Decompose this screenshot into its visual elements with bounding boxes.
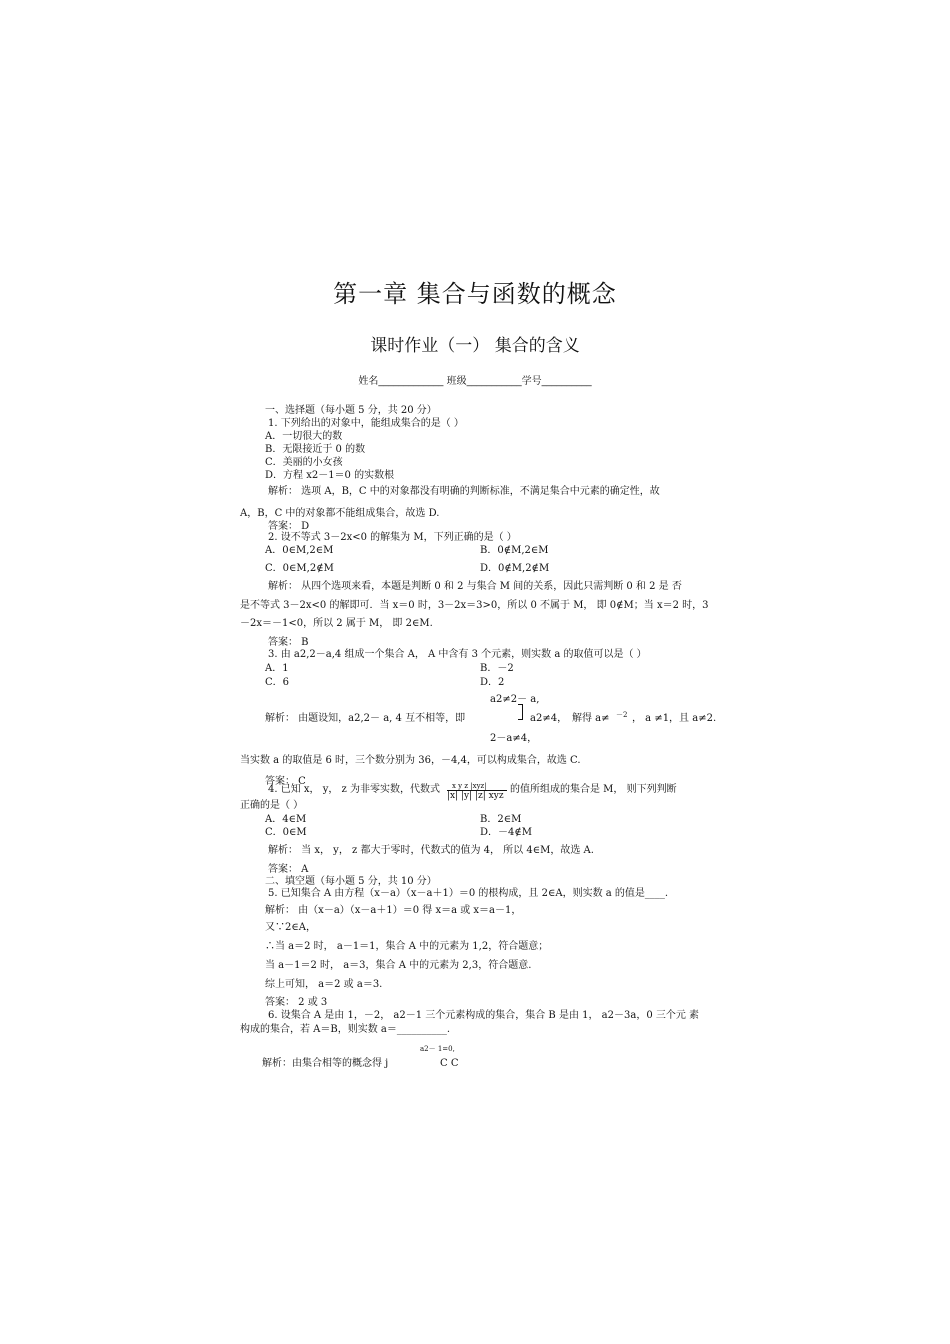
option-2d: D．0∉M,2∉M	[480, 563, 550, 574]
option-4a: A．4∈M	[265, 814, 307, 825]
analysis-3-main: 解析： 由题设知，a2,2－ a, 4 互不相等，即	[265, 713, 466, 724]
question-3: 3. 由 a2,2－a,4 组成一个集合 A， A 中含有 3 个元素，则实数 a 的取值可以是（ ）	[268, 649, 647, 660]
chapter-title: 第一章 集合与函数的概念	[333, 280, 617, 308]
section-heading: 一、选择题（每小题 5 分，共 20 分）	[265, 405, 437, 416]
option-4b: B．2∈M	[480, 814, 522, 825]
analysis-6-main: 解析：由集合相等的概念得 j	[262, 1058, 389, 1069]
analysis-3-system-bottom: 2－a≠4，	[490, 733, 538, 744]
analysis-5-line3: ∴当 a＝2 时， a－1＝1，集合 A 中的元素为 1,2，符合题意；	[265, 941, 549, 952]
answer-2: 答案： B	[268, 637, 309, 648]
analysis-5-line4: 当 a－1＝2 时， a＝3，集合 A 中的元素为 2,3，符合题意.	[265, 960, 532, 971]
option-4d: D．－4∉M	[480, 827, 533, 838]
question-6-line1: 6. 设集合 A 是由 1，－2， a2－1 三个元素构成的集合，集合 B 是由 1， a2－3a，0 三个元 素	[268, 1010, 700, 1021]
analysis-5-line1: 解析： 由（x－a）（x－a＋1）＝0 得 x＝a 或 x＝a－1，	[265, 905, 522, 916]
analysis-3-system-mid: a2≠4，	[530, 713, 568, 724]
option-2a: A．0∈M,2∈M	[265, 545, 334, 556]
option-3b: B．－2	[480, 663, 514, 674]
system-bracket	[518, 704, 523, 720]
fraction-numerators: x y z |xyz|	[452, 782, 487, 790]
answer-5: 答案： 2 或 3	[265, 997, 328, 1008]
answer-3: 答案： C	[265, 776, 306, 787]
analysis-2-line1: 解析： 从四个选项来看，本题是判断 0 和 2 与集合 M 间的关系，因此只需判断 0 和 2 是 否	[268, 581, 682, 592]
analysis-6-cc: C C	[440, 1058, 459, 1069]
analysis-5-line5: 综上可知， a＝2 或 a＝3.	[265, 979, 383, 990]
option-2c: C．0∈M,2∉M	[265, 563, 334, 574]
analysis-1-line1: 解析： 选项 A，B，C 中的对象都没有明确的判断标准，不满足集合中元素的确定性，故	[268, 486, 660, 497]
option-3c: C．6	[265, 677, 290, 688]
question-1: 1. 下列给出的对象中，能组成集合的是（ ）	[268, 418, 464, 429]
option-3d: D．2	[480, 677, 505, 688]
option-1c: C．美丽的小女孩	[265, 457, 343, 468]
answer-4: 答案： A	[268, 864, 309, 875]
analysis-3-superscript: －2	[616, 711, 628, 719]
analysis-4: 解析： 当 x， y， z 都大于零时，代数式的值为 4， 所以 4∈M，故选 A.	[268, 845, 594, 856]
student-info-line: 姓名_____________ 班级___________学号__________	[358, 376, 592, 387]
option-1a: A．一切很大的数	[265, 431, 343, 442]
lesson-title: 课时作业（一） 集合的含义	[370, 336, 580, 356]
option-2b: B．0∉M,2∈M	[480, 545, 549, 556]
option-3a: A．1	[265, 663, 289, 674]
question-4-line2: 正确的是（ ）	[240, 800, 304, 811]
analysis-5-line2: 又∵2∈A，	[265, 922, 316, 933]
fraction-denominators: |x| |y| |z| xyz	[447, 791, 504, 801]
analysis-3-line2: 当实数 a 的取值是 6 时，三个数分别为 36，－4,4，可以构成集合，故选 C.	[240, 755, 581, 766]
analysis-3-system-top: a2≠2－ a,	[490, 694, 540, 705]
question-2: 2. 设不等式 3－2x<0 的解集为 M，下列正确的是（ ）	[268, 532, 517, 543]
analysis-2-line2: 是不等式 3－2x<0 的解即可．当 x＝0 时，3－2x＝3>0，所以 0 不属于 M， 即 0∉M；当 x＝2 时，3	[240, 600, 709, 611]
question-5: 5. 已知集合 A 由方程（x－a）（x－a＋1）＝0 的根构成，且 2∈A，则实数 a 的值是____.	[268, 888, 669, 899]
analysis-3-result: 解得 a≠	[572, 713, 610, 724]
analysis-3-result2: ， a ≠1，且 a≠2.	[632, 713, 717, 724]
question-6-line2: 构成的集合，若 A＝B，则实数 a＝__________.	[240, 1024, 451, 1035]
answer-1: 答案： D	[268, 521, 310, 532]
option-1d: D．方程 x2－1＝0 的实数根	[265, 470, 395, 481]
analysis-2-line3: －2x＝－1<0，所以 2 属于 M， 即 2∈M.	[240, 618, 433, 629]
analysis-1-line2: A，B，C 中的对象都不能组成集合，故选 D.	[240, 508, 440, 519]
analysis-6-system-top: a2－ 1=0,	[420, 1045, 455, 1053]
section-heading-2: 二、填空题（每小题 5 分，共 10 分）	[265, 876, 437, 887]
option-1b: B．无限接近于 0 的数	[265, 444, 366, 455]
question-4-rest: 的值所组成的集合是 M， 则下列判断	[510, 784, 677, 795]
question-4: 4. 已知 x， y， z 为非零实数，代数式	[268, 784, 440, 795]
option-4c: C．0∈M	[265, 827, 307, 838]
